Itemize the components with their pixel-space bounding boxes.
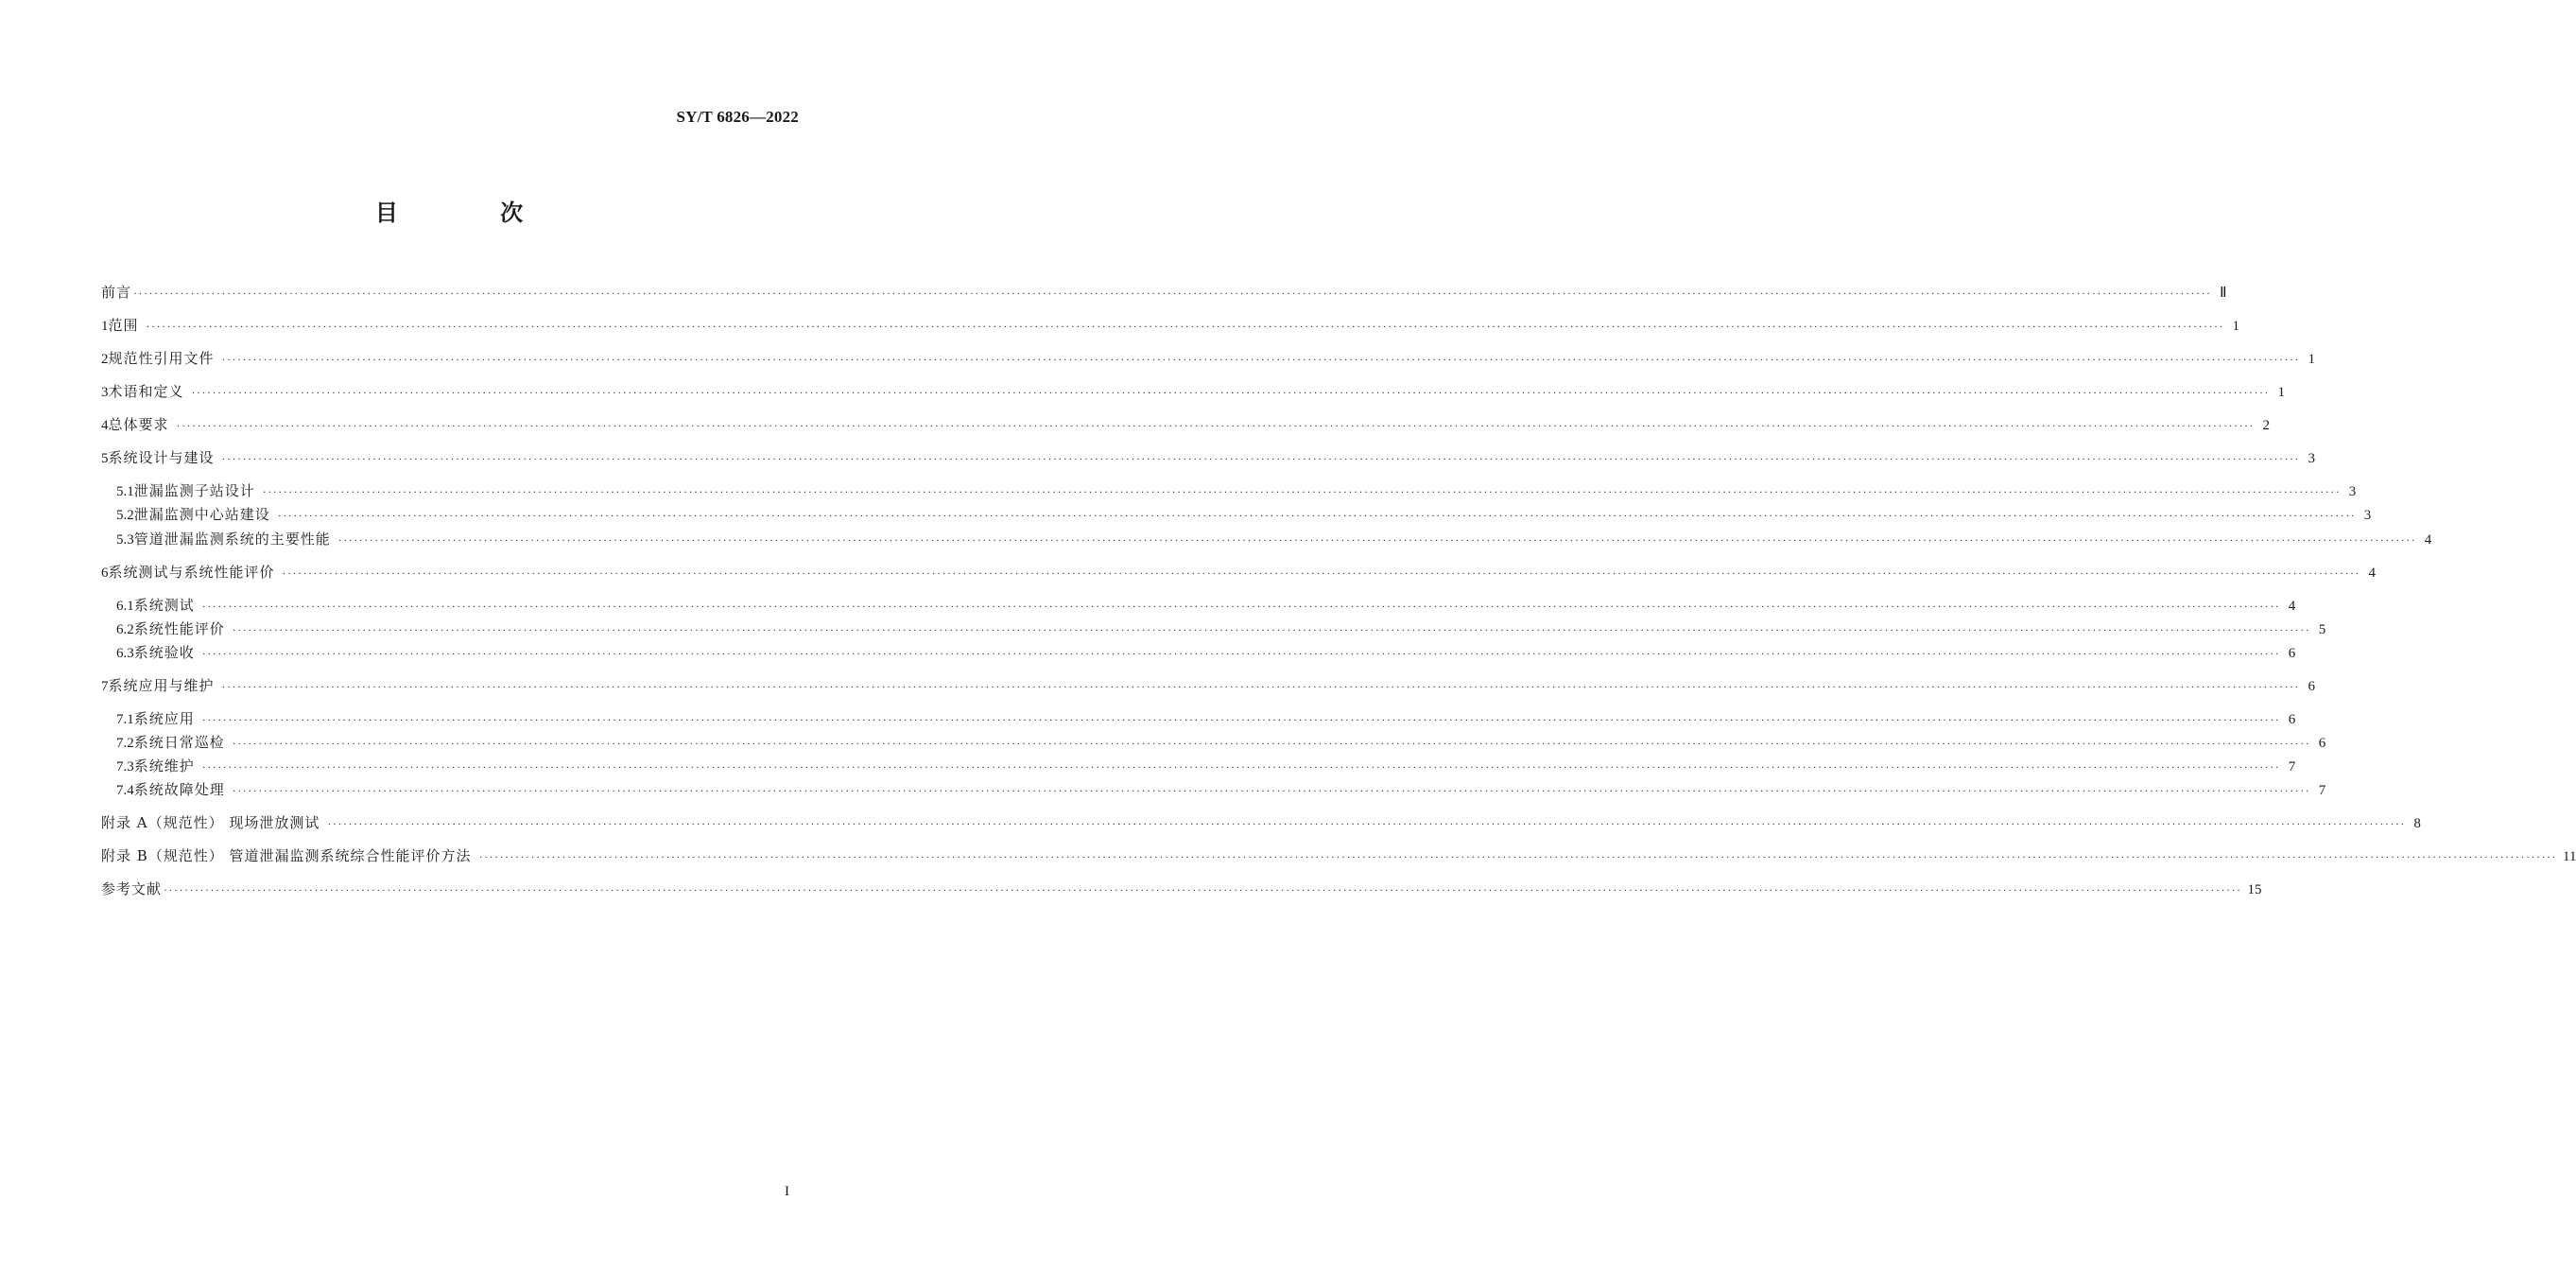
toc-entry[interactable] (116, 618, 2326, 639)
page-title: 目 次 (374, 200, 571, 226)
toc-entry-page: 6 (2308, 679, 2315, 694)
toc-entry-number: 7 (101, 679, 109, 694)
toc-entry-label: 系统性能评价 (133, 620, 225, 637)
toc-entry[interactable] (116, 595, 2296, 616)
toc-entry-label: 系统故障处理 (133, 781, 225, 798)
toc-entry-page: 3 (2308, 451, 2315, 466)
toc-entry-number: 6 (101, 566, 109, 581)
toc-entry[interactable] (101, 675, 2315, 696)
toc-entry-number: 5.1 (116, 484, 134, 499)
toc-entry[interactable] (116, 504, 2372, 525)
toc-entry-label: 范围 (108, 317, 139, 334)
dot-leader: ················································································································································································································································································································································································································ (221, 680, 2300, 693)
toc-entry-number: 4 (101, 418, 109, 433)
dot-leader: ················································································································································································································································································································································································································ (232, 623, 2311, 636)
standard-code: SY/T 6826—2022 (676, 108, 799, 126)
toc-entry-label: 系统日常巡检 (133, 734, 225, 751)
dot-leader: ················································································································································································································································································································································································································ (191, 386, 2270, 399)
toc-entry-page: 8 (2413, 816, 2421, 831)
toc-entry[interactable] (101, 282, 2227, 303)
toc-entry-label: 系统应用 (133, 710, 195, 727)
toc-entry-number: 7.4 (116, 783, 134, 798)
toc-entry-label: 参考文献 (101, 880, 163, 897)
toc-entry-page: 11 (2563, 849, 2576, 864)
toc-entry-page: 6 (2288, 646, 2296, 661)
toc-entry[interactable] (101, 447, 2315, 468)
toc-entry-label: 附录 A（规范性） 现场泄放测试 (101, 814, 320, 831)
dot-leader: ················································································································································································································································································································································································································ (201, 760, 2281, 774)
toc-entry[interactable] (116, 529, 2432, 549)
toc-entry-number: 7.1 (116, 712, 134, 727)
dot-leader: ················································································································································································································································································································································································································ (327, 817, 2406, 830)
toc-entry[interactable] (101, 381, 2285, 402)
toc-entry-label: 系统设计与建设 (108, 449, 215, 466)
dot-leader: ················································································································································································································································································································································································································ (201, 647, 2281, 660)
toc-entry[interactable] (116, 732, 2326, 753)
dot-leader: ················································································································································································································································································································································································································ (277, 509, 2357, 522)
toc-entry-number: 6.2 (116, 622, 134, 637)
dot-leader: ················································································································································································································································································································································································································ (232, 737, 2311, 750)
dot-leader: ················································································································································································································································································································································································································ (221, 353, 2300, 366)
toc-entry[interactable] (101, 315, 2239, 336)
toc-entry-label: 总体要求 (108, 416, 169, 433)
dot-leader: ················································································································································································································································································································································································································ (146, 320, 2224, 333)
toc-entry[interactable] (101, 348, 2315, 369)
toc-entry-number: 7.3 (116, 759, 134, 775)
dot-leader: ················································································································································································································································································································································································································ (232, 784, 2311, 797)
toc-entry[interactable] (101, 845, 2576, 866)
toc-entry-page: 1 (2232, 319, 2239, 334)
toc-entry-page: 4 (2368, 566, 2376, 581)
toc-entry-number: 3 (101, 385, 109, 400)
toc-entry-page: 3 (2348, 484, 2357, 499)
toc-entry-page: 3 (2363, 508, 2372, 523)
toc-entry-number: 7.2 (116, 736, 134, 751)
toc-entry[interactable] (116, 708, 2296, 729)
toc-entry[interactable] (116, 480, 2357, 501)
toc-entry-page: 6 (2318, 736, 2326, 751)
toc-entry[interactable] (101, 562, 2376, 583)
toc-entry[interactable] (101, 414, 2270, 435)
toc-entry-page: 6 (2288, 712, 2296, 727)
toc-entry-label: 系统维护 (133, 757, 195, 775)
toc-entry-label: 管道泄漏监测系统的主要性能 (133, 531, 331, 548)
toc-entry-number: 1 (101, 319, 109, 334)
toc-entry-page: 5 (2318, 622, 2326, 637)
dot-leader: ················································································································································································································································································································································································································ (221, 452, 2300, 465)
dot-leader: ················································································································································································································································································································································································································ (282, 566, 2360, 580)
toc-entry-label: 泄漏监测子站设计 (133, 482, 255, 499)
toc-entry-number: 6.1 (116, 599, 134, 614)
toc-entry-number: 5.2 (116, 508, 134, 523)
dot-leader: ················································································································································································································································································································································································································ (176, 419, 2255, 432)
toc-entry-page: 1 (2277, 385, 2285, 400)
toc-entry-page: 1 (2308, 352, 2315, 367)
toc-entry-label: 附录 B（规范性） 管道泄漏监测系统综合性能评价方法 (101, 847, 472, 864)
toc-entry-page: 2 (2262, 418, 2270, 433)
toc-entry-number: 5.3 (116, 532, 134, 548)
toc-entry[interactable] (116, 756, 2296, 776)
page-number: I (785, 1184, 789, 1199)
toc-entry-label: 泄漏监测中心站建设 (133, 506, 270, 523)
dot-leader: ················································································································································································································································································································································································································ (337, 533, 2417, 547)
toc-entry[interactable] (101, 879, 2262, 899)
toc-entry-label: 前言 (101, 284, 132, 301)
toc-entry-page: 4 (2288, 599, 2296, 614)
toc-entry[interactable] (101, 812, 2421, 833)
toc-entry-label: 系统应用与维护 (108, 677, 215, 694)
dot-leader: ················································································································································································································································································································································································································ (164, 883, 2242, 897)
toc-entry-page: 15 (2247, 882, 2262, 897)
toc-entry-label: 术语和定义 (108, 383, 184, 400)
toc-entry-label: 系统测试与系统性能评价 (108, 564, 275, 581)
toc-entry-label: 系统验收 (133, 644, 195, 661)
toc-entry-label: 系统测试 (133, 597, 195, 614)
toc-entry-page: 4 (2424, 532, 2432, 548)
dot-leader: ················································································································································································································································································································································································································ (201, 600, 2281, 613)
dot-leader: ················································································································································································································································································································································································································ (201, 713, 2281, 726)
toc-entry-page: 7 (2288, 759, 2296, 775)
toc-entry-page: Ⅱ (2220, 286, 2227, 301)
dot-leader: ················································································································································································································································································································································································································ (262, 485, 2342, 498)
toc-entry-number: 6.3 (116, 646, 134, 661)
dot-leader: ················································································································································································································································································································································································································ (478, 850, 2557, 863)
toc-entry[interactable] (116, 779, 2326, 800)
toc-entry-label: 规范性引用文件 (108, 350, 215, 367)
toc-entry[interactable] (116, 642, 2296, 663)
toc-entry-number: 5 (101, 451, 109, 466)
dot-leader: ················································································································································································································································································································································································································ (133, 287, 2212, 300)
toc-entry-number: 2 (101, 352, 109, 367)
toc-entry-page: 7 (2318, 783, 2326, 798)
